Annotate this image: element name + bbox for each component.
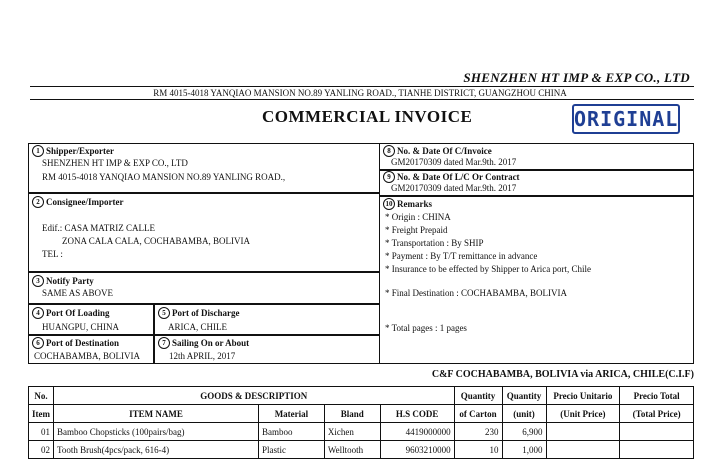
company-name: SHENZHEN HT IMP & EXP CO., LTD xyxy=(463,70,690,85)
row-item-name: Bamboo Chopsticks (100pairs/bag) xyxy=(54,423,259,441)
header-row-2 xyxy=(29,405,694,423)
col-total-price-en: (Total Price) xyxy=(620,405,694,423)
row-material: Plastic xyxy=(259,441,325,459)
col-hs-code: H.S CODE xyxy=(380,405,454,423)
port-loading-box xyxy=(28,304,154,335)
row-cartons: 230 xyxy=(454,423,502,441)
col-unit-price-en: (Unit Price) xyxy=(546,405,620,423)
invoice-value: GM20170309 dated Mar.9th. 2017 xyxy=(391,157,517,167)
remark-freight: * Freight Prepaid xyxy=(385,225,448,235)
row-units: 6,900 xyxy=(502,423,546,441)
discharge-value: ARICA, CHILE xyxy=(168,322,227,332)
remark-transport: * Transportation : By SHIP xyxy=(385,238,484,248)
address-rule xyxy=(30,99,694,100)
col-quantity-unit: Quantity xyxy=(502,387,546,405)
consignee-tel: TEL : xyxy=(42,249,63,259)
goods-table xyxy=(28,386,694,459)
col-goods-description: GOODS & DESCRIPTION xyxy=(54,387,455,405)
remarks-box xyxy=(379,196,694,364)
circled-number-3: 3 xyxy=(32,275,44,287)
row-total-price xyxy=(620,423,694,441)
port-destination-box xyxy=(28,335,154,364)
shipper-name: SHENZHEN HT IMP & EXP CO., LTD xyxy=(42,158,188,168)
col-unit-price: Precio Unitario xyxy=(546,387,620,405)
consignee-line1: Edif.: CASA MATRIZ CALLE xyxy=(42,223,156,233)
col-item-name: ITEM NAME xyxy=(54,405,259,423)
sailing-box xyxy=(154,335,380,364)
company-address: RM 4015-4018 YANQIAO MANSION NO.89 YANLING ROAD., TIANHE DISTRICT, GUANGZHOU CHINA xyxy=(153,88,567,98)
circled-number-9: 9 xyxy=(383,171,395,183)
lc-value: GM20170309 dated Mar.9th. 2017 xyxy=(391,183,517,193)
remark-total-pages: * Total pages : 1 pages xyxy=(385,323,467,333)
col-of-carton: of Carton xyxy=(454,405,502,423)
table-row xyxy=(29,423,694,441)
row-no: 01 xyxy=(29,423,54,441)
consignee-box xyxy=(28,193,380,272)
remark-payment: * Payment : By T/T remittance in advance xyxy=(385,251,538,261)
consignee-line2: ZONA CALA CALA, COCHABAMBA, BOLIVIA xyxy=(62,236,251,246)
invoice-box xyxy=(379,143,694,170)
trade-terms: C&F COCHABAMBA, BOLIVIA via ARICA, CHILE(C.I.F) xyxy=(431,369,694,380)
consignee-label: Consignee/Importer xyxy=(46,197,124,207)
port-discharge-box xyxy=(154,304,380,335)
notify-box xyxy=(28,272,380,304)
row-brand: Welltooth xyxy=(324,441,380,459)
row-brand: Xichen xyxy=(324,423,380,441)
circled-number-1: 1 xyxy=(32,145,44,157)
row-item-name: Tooth Brush(4pcs/pack, 616-4) xyxy=(54,441,259,459)
notify-label: Notify Party xyxy=(46,276,94,286)
loading-value: HUANGPU, CHINA xyxy=(42,322,120,332)
circled-number-6: 6 xyxy=(32,337,44,349)
circled-number-7: 7 xyxy=(158,337,170,349)
circled-number-4: 4 xyxy=(32,307,44,319)
loading-label: Port Of Loading xyxy=(46,308,110,318)
remark-final-destination: * Final Destination : COCHABAMBA, BOLIVIA xyxy=(385,288,567,298)
invoice-label: No. & Date Of C/Invoice xyxy=(397,146,492,156)
remark-origin: * Origin : CHINA xyxy=(385,212,451,222)
original-stamp: ORIGINAL xyxy=(572,104,680,134)
destination-value: COCHABAMBA, BOLIVIA xyxy=(34,351,141,361)
col-material: Material xyxy=(259,405,325,423)
sailing-label: Sailing On or About xyxy=(172,338,250,348)
row-hs-code: 9603210000 xyxy=(380,441,454,459)
sailing-value: 12th APRIL, 2017 xyxy=(169,351,236,361)
col-no: No. xyxy=(29,387,54,405)
col-quantity-carton: Quantity xyxy=(454,387,502,405)
circled-number-2: 2 xyxy=(32,196,44,208)
col-total-price: Precio Total xyxy=(620,387,694,405)
row-hs-code: 4419000000 xyxy=(380,423,454,441)
circled-number-10: 10 xyxy=(383,198,395,210)
row-unit-price xyxy=(546,423,620,441)
lc-box xyxy=(379,170,694,196)
notify-value: SAME AS ABOVE xyxy=(42,288,114,298)
shipper-address: RM 4015-4018 YANQIAO MANSION NO.89 YANLING ROAD., xyxy=(42,172,286,182)
lc-label: No. & Date Of L/C Or Contract xyxy=(397,172,520,182)
col-brand: Bland xyxy=(324,405,380,423)
col-item: Item xyxy=(29,405,54,423)
row-cartons: 10 xyxy=(454,441,502,459)
remarks-label: Remarks xyxy=(397,199,432,209)
col-unit: (unit) xyxy=(502,405,546,423)
shipper-label: Shipper/Exporter xyxy=(46,146,115,156)
remark-insurance: * Insurance to be effected by Shipper to Arica port, Chile xyxy=(385,264,592,274)
circled-number-5: 5 xyxy=(158,307,170,319)
document-title: COMMERCIAL INVOICE xyxy=(262,107,473,126)
row-units: 1,000 xyxy=(502,441,546,459)
discharge-label: Port of Discharge xyxy=(172,308,240,318)
header-row-1 xyxy=(29,387,694,405)
header-rule xyxy=(30,86,694,87)
row-material: Bamboo xyxy=(259,423,325,441)
shipper-box xyxy=(28,143,380,193)
circled-number-8: 8 xyxy=(383,145,395,157)
row-no: 02 xyxy=(29,441,54,459)
destination-label: Port of Destination xyxy=(46,338,119,348)
